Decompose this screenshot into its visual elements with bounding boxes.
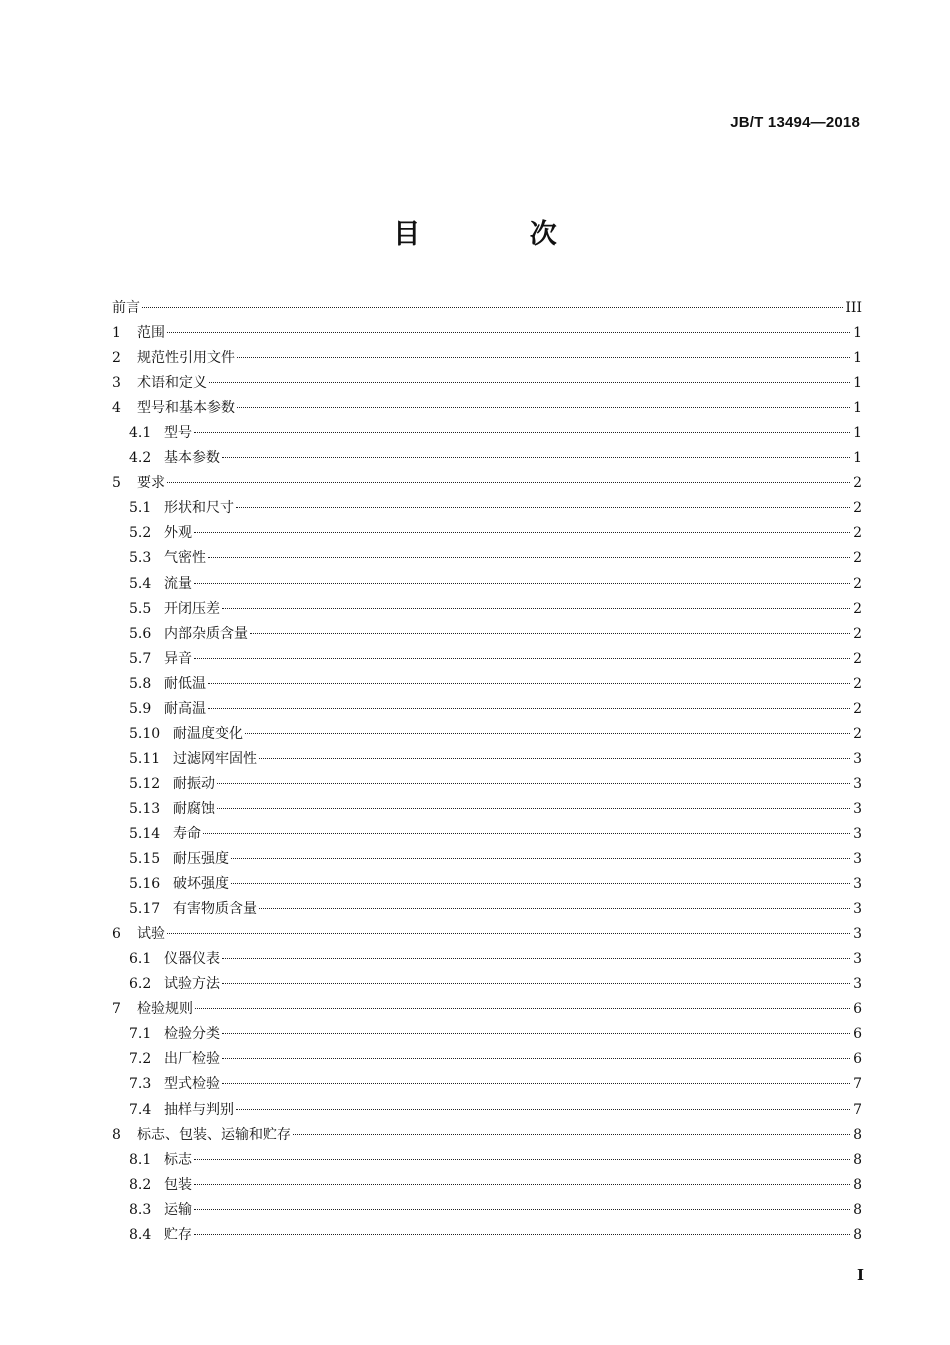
toc-entry-page: 6 xyxy=(853,1051,862,1068)
toc-entry-title: 检验分类 xyxy=(164,1026,220,1043)
toc-entry-page: 1 xyxy=(853,400,862,417)
toc-entry-title: 试验方法 xyxy=(164,976,220,993)
toc-entry-page: 2 xyxy=(853,525,862,542)
toc-entry-number: 5.14 xyxy=(129,825,161,842)
toc-entry[interactable] xyxy=(112,622,862,647)
toc-entry-title: 运输 xyxy=(164,1201,192,1218)
toc-entry-number: 7.2 xyxy=(129,1051,152,1068)
toc-dot-leader xyxy=(250,633,850,634)
toc-entry-number: 5.1 xyxy=(129,500,152,517)
toc-dot-leader xyxy=(237,357,850,358)
toc-dot-leader xyxy=(167,332,850,333)
toc-entry[interactable] xyxy=(112,471,862,496)
standard-code: JB/T 13494—2018 xyxy=(730,114,860,131)
toc-entry[interactable] xyxy=(112,546,862,571)
toc-entry-page: 7 xyxy=(853,1076,862,1093)
toc-dot-leader xyxy=(208,557,850,558)
toc-dot-leader xyxy=(217,808,850,809)
toc-entry-title: 出厂检验 xyxy=(164,1051,220,1068)
toc-entry[interactable] xyxy=(112,597,862,622)
toc-entry-page: 3 xyxy=(853,800,862,817)
toc-dot-leader xyxy=(236,1109,850,1110)
toc-entry[interactable] xyxy=(112,1173,862,1198)
toc-entry-title: 标志、包装、运输和贮存 xyxy=(137,1126,291,1143)
toc-entry-page: 2 xyxy=(853,675,862,692)
toc-entry-number: 5.2 xyxy=(129,525,152,542)
toc-entry-number: 5.15 xyxy=(129,851,161,868)
toc-entry[interactable] xyxy=(112,847,862,872)
toc-entry-number: 5.4 xyxy=(129,575,152,592)
toc-entry-page: 6 xyxy=(853,1001,862,1018)
toc-dot-leader xyxy=(231,883,850,884)
toc-entry-page: 8 xyxy=(853,1226,862,1243)
toc-entry-number: 5.10 xyxy=(129,725,161,742)
toc-entry[interactable] xyxy=(112,1047,862,1072)
toc-dot-leader xyxy=(208,683,850,684)
toc-dot-leader xyxy=(222,1033,850,1034)
toc-dot-leader xyxy=(194,1209,850,1210)
toc-dot-leader xyxy=(259,908,850,909)
toc-dot-leader xyxy=(142,307,843,308)
toc-entry-title: 流量 xyxy=(164,575,192,592)
toc-entry[interactable] xyxy=(112,1098,862,1123)
toc-entry-title: 耐温度变化 xyxy=(173,725,243,742)
toc-entry-title: 耐低温 xyxy=(164,675,206,692)
toc-dot-leader xyxy=(194,658,850,659)
toc-entry[interactable] xyxy=(112,496,862,521)
toc-entry-page: 2 xyxy=(853,475,862,492)
toc-entry-page: 1 xyxy=(853,350,862,367)
toc-entry-number: 5.5 xyxy=(129,600,152,617)
toc-entry-number: 6 xyxy=(112,926,121,943)
toc-entry[interactable] xyxy=(112,797,862,822)
toc-entry-title: 基本参数 xyxy=(164,450,220,467)
toc-entry-number: 7.4 xyxy=(129,1101,152,1118)
toc-entry-page: 1 xyxy=(853,450,862,467)
toc-entry-title: 破坏强度 xyxy=(173,876,229,893)
toc-entry[interactable] xyxy=(112,1223,862,1248)
toc-entry-page: III xyxy=(845,300,862,316)
toc-entry-title: 过滤网牢固性 xyxy=(173,750,257,767)
toc-entry[interactable] xyxy=(112,897,862,922)
toc-entry-number: 7.3 xyxy=(129,1076,152,1093)
toc-entry-number: 2 xyxy=(112,350,121,367)
toc-entry-title: 检验规则 xyxy=(137,1001,193,1018)
toc-entry-number: 6.1 xyxy=(129,951,152,968)
toc-entry[interactable] xyxy=(112,1072,862,1097)
toc-entry-page: 2 xyxy=(853,550,862,567)
toc-entry[interactable] xyxy=(112,346,862,371)
toc-dot-leader xyxy=(222,608,850,609)
toc-entry-number: 5.13 xyxy=(129,800,161,817)
toc-entry-number: 7 xyxy=(112,1001,121,1018)
toc-dot-leader xyxy=(209,382,850,383)
toc-entry-number: 5.12 xyxy=(129,775,161,792)
toc-entry-number: 5.3 xyxy=(129,550,152,567)
toc-dot-leader xyxy=(245,733,850,734)
toc-entry-title: 开闭压差 xyxy=(164,600,220,617)
toc-entry-number: 8.4 xyxy=(129,1226,152,1243)
toc-dot-leader xyxy=(194,1184,850,1185)
toc-entry[interactable] xyxy=(112,972,862,997)
toc-entry-page: 2 xyxy=(853,650,862,667)
toc-dot-leader xyxy=(194,1234,850,1235)
toc-entry-page: 8 xyxy=(853,1126,862,1143)
toc-entry-page: 1 xyxy=(853,425,862,442)
toc-dot-leader xyxy=(194,532,850,533)
toc-entry[interactable] xyxy=(112,321,862,346)
toc-dot-leader xyxy=(231,858,850,859)
toc-entry[interactable] xyxy=(112,672,862,697)
toc-entry-number: 5.11 xyxy=(129,750,161,767)
toc-dot-leader xyxy=(237,407,850,408)
toc-dot-leader xyxy=(222,958,850,959)
toc-entry-number: 7.1 xyxy=(129,1026,152,1043)
toc-dot-leader xyxy=(217,783,850,784)
toc-dot-leader xyxy=(167,482,850,483)
toc-entry[interactable] xyxy=(112,1123,862,1148)
toc-entry[interactable] xyxy=(112,697,862,722)
toc-entry[interactable] xyxy=(112,572,862,597)
toc-dot-leader xyxy=(222,983,850,984)
toc-entry-title: 形状和尺寸 xyxy=(164,500,234,517)
toc-entry-number: 5.9 xyxy=(129,700,152,717)
toc-dot-leader xyxy=(194,583,850,584)
toc-entry-page: 3 xyxy=(853,851,862,868)
toc-entry-title: 型号 xyxy=(164,425,192,442)
toc-entry-title: 贮存 xyxy=(164,1226,192,1243)
toc-entry[interactable] xyxy=(112,872,862,897)
toc-entry-number: 8 xyxy=(112,1126,121,1143)
toc-dot-leader xyxy=(203,833,850,834)
toc-entry-page: 3 xyxy=(853,775,862,792)
toc-entry-title: 抽样与判别 xyxy=(164,1101,234,1118)
toc-entry-number: 6.2 xyxy=(129,976,152,993)
toc-dot-leader xyxy=(259,758,850,759)
toc-entry-title: 有害物质含量 xyxy=(173,901,257,918)
toc-entry[interactable] xyxy=(112,1022,862,1047)
toc-entry-title: 试验 xyxy=(137,926,165,943)
toc-entry[interactable] xyxy=(112,446,862,471)
toc-entry-page: 8 xyxy=(853,1151,862,1168)
toc-entry-title: 要求 xyxy=(137,475,165,492)
page-number: I xyxy=(856,1266,864,1284)
toc-entry-title: 包装 xyxy=(164,1176,192,1193)
table-of-contents xyxy=(112,296,862,1248)
toc-entry-number: 8.1 xyxy=(129,1151,152,1168)
toc-entry[interactable] xyxy=(112,922,862,947)
toc-entry-title: 范围 xyxy=(137,325,165,342)
toc-entry-title: 仪器仪表 xyxy=(164,951,220,968)
toc-title: 目 次 xyxy=(393,219,607,250)
toc-entry-page: 1 xyxy=(853,375,862,392)
toc-entry-number: 5.17 xyxy=(129,901,161,918)
toc-entry-page: 1 xyxy=(853,325,862,342)
toc-entry-title: 耐腐蚀 xyxy=(173,800,215,817)
toc-entry-page: 3 xyxy=(853,901,862,918)
toc-entry-page: 3 xyxy=(853,876,862,893)
toc-dot-leader xyxy=(293,1134,850,1135)
toc-dot-leader xyxy=(236,507,850,508)
toc-entry-title: 气密性 xyxy=(164,550,206,567)
toc-entry-title: 前言 xyxy=(112,300,140,316)
toc-entry-number: 8.2 xyxy=(129,1176,152,1193)
toc-entry-title: 异音 xyxy=(164,650,192,667)
toc-entry-page: 3 xyxy=(853,750,862,767)
toc-entry-page: 2 xyxy=(853,600,862,617)
toc-dot-leader xyxy=(167,933,850,934)
toc-entry[interactable] xyxy=(112,1198,862,1223)
toc-entry-title: 规范性引用文件 xyxy=(137,350,235,367)
toc-entry-number: 5.7 xyxy=(129,650,152,667)
toc-entry-number: 4.1 xyxy=(129,425,152,442)
toc-entry-page: 3 xyxy=(853,926,862,943)
toc-entry-number: 5.6 xyxy=(129,625,152,642)
toc-entry-number: 3 xyxy=(112,375,121,392)
toc-dot-leader xyxy=(195,1008,850,1009)
toc-entry-title: 耐高温 xyxy=(164,700,206,717)
toc-entry[interactable] xyxy=(112,396,862,421)
toc-entry-page: 2 xyxy=(853,575,862,592)
toc-entry-title: 外观 xyxy=(164,525,192,542)
toc-entry[interactable] xyxy=(112,722,862,747)
toc-entry-title: 内部杂质含量 xyxy=(164,625,248,642)
toc-entry[interactable] xyxy=(112,1148,862,1173)
toc-entry-page: 2 xyxy=(853,700,862,717)
toc-entry[interactable] xyxy=(112,296,862,321)
toc-entry[interactable] xyxy=(112,647,862,672)
toc-entry[interactable] xyxy=(112,997,862,1022)
toc-entry-number: 5 xyxy=(112,475,121,492)
toc-dot-leader xyxy=(222,457,850,458)
toc-entry-page: 3 xyxy=(853,825,862,842)
toc-entry-page: 2 xyxy=(853,725,862,742)
toc-entry-number: 5.8 xyxy=(129,675,152,692)
toc-entry-page: 3 xyxy=(853,951,862,968)
toc-entry-page: 8 xyxy=(853,1201,862,1218)
toc-entry-page: 7 xyxy=(853,1101,862,1118)
toc-entry-page: 3 xyxy=(853,976,862,993)
toc-entry[interactable] xyxy=(112,947,862,972)
toc-entry[interactable] xyxy=(112,822,862,847)
toc-entry-title: 型式检验 xyxy=(164,1076,220,1093)
toc-entry-number: 4 xyxy=(112,400,121,417)
toc-entry[interactable] xyxy=(112,747,862,772)
toc-entry[interactable] xyxy=(112,421,862,446)
toc-dot-leader xyxy=(194,1159,850,1160)
toc-entry[interactable] xyxy=(112,371,862,396)
toc-entry-page: 6 xyxy=(853,1026,862,1043)
toc-entry-page: 2 xyxy=(853,500,862,517)
toc-entry-page: 2 xyxy=(853,625,862,642)
toc-entry[interactable] xyxy=(112,772,862,797)
toc-entry-title: 型号和基本参数 xyxy=(137,400,235,417)
toc-entry-title: 术语和定义 xyxy=(137,375,207,392)
toc-entry-title: 耐压强度 xyxy=(173,851,229,868)
toc-dot-leader xyxy=(222,1058,850,1059)
toc-entry-number: 1 xyxy=(112,325,121,342)
toc-dot-leader xyxy=(222,1083,850,1084)
toc-entry-title: 标志 xyxy=(164,1151,192,1168)
toc-entry-number: 4.2 xyxy=(129,450,152,467)
toc-entry-title: 耐振动 xyxy=(173,775,215,792)
toc-dot-leader xyxy=(194,432,850,433)
toc-entry[interactable] xyxy=(112,521,862,546)
toc-entry-page: 8 xyxy=(853,1176,862,1193)
toc-entry-title: 寿命 xyxy=(173,825,201,842)
toc-entry-number: 8.3 xyxy=(129,1201,152,1218)
toc-dot-leader xyxy=(208,708,850,709)
toc-entry-number: 5.16 xyxy=(129,876,161,893)
